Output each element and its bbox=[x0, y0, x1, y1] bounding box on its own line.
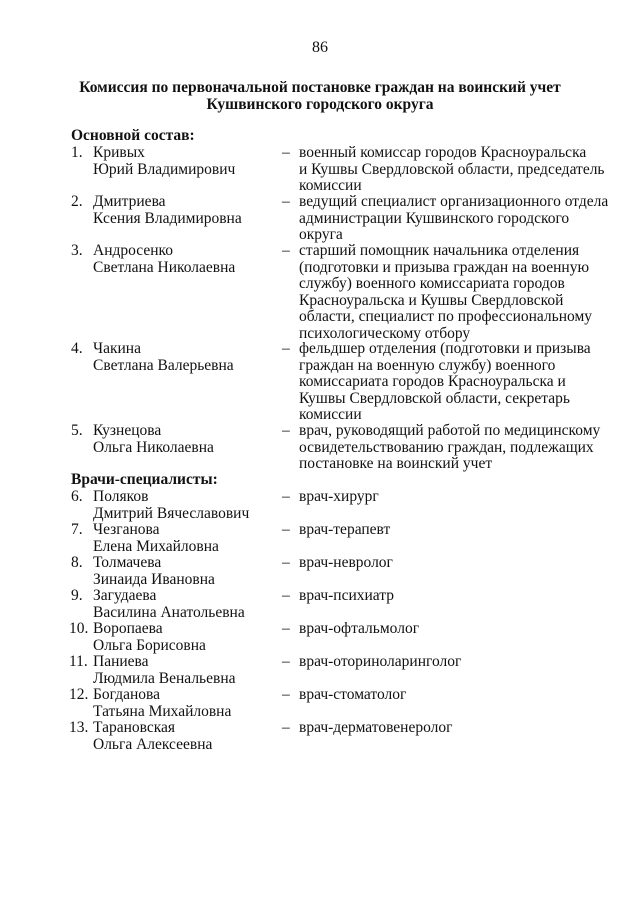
role-line: комиссии bbox=[299, 406, 362, 423]
doctor-surname: Толмачева bbox=[93, 554, 162, 571]
role-line: освидетельствованию граждан, подлежащих bbox=[299, 438, 594, 456]
doctor-surname: Богданова bbox=[93, 686, 161, 703]
entry-number: 8. bbox=[71, 554, 83, 571]
role-description: врач-терапевт bbox=[299, 521, 391, 538]
doctor-name bbox=[93, 720, 288, 753]
role-line: Красноуральска и Кушвы Свердловской bbox=[299, 291, 564, 309]
role-description: врач-хирург bbox=[299, 488, 379, 505]
role-line: администрации Кушвинского городского bbox=[299, 209, 570, 227]
role-line: ведущий специалист организационного отдела bbox=[299, 193, 609, 210]
entry-number: 5. bbox=[71, 422, 83, 439]
role-line: и Кушвы Свердловской области, председатель bbox=[299, 160, 605, 178]
doctor-surname: Поляков bbox=[93, 488, 149, 505]
role-line: психологическому отбору bbox=[299, 324, 471, 342]
role-dash: – bbox=[282, 653, 290, 670]
doctor-surname: Чезганова bbox=[93, 521, 160, 538]
role-line: врач, руководящий работой по медицинскому bbox=[299, 422, 601, 439]
role-dash: – bbox=[282, 144, 290, 161]
role-description bbox=[299, 243, 612, 342]
role-line: военный комиссар городов Красноуральска bbox=[299, 144, 587, 161]
role-line: (подготовки и призыва граждан на военную bbox=[299, 258, 590, 276]
role-description: врач-офтальмолог bbox=[299, 620, 420, 637]
member-given-name: Ольга Николаевна bbox=[93, 438, 214, 456]
entry-number: 11. bbox=[69, 653, 88, 670]
page-number: 86 bbox=[312, 39, 328, 56]
doctor-surname: Паниева bbox=[93, 653, 149, 670]
document-title bbox=[0, 79, 640, 113]
doctor-name bbox=[93, 621, 288, 654]
role-dash: – bbox=[282, 554, 290, 571]
role-dash: – bbox=[282, 193, 290, 210]
doctor-name bbox=[93, 588, 288, 621]
doctor-given-name: Татьяна Михайловна bbox=[93, 702, 232, 720]
role-dash: – bbox=[282, 686, 290, 703]
doctor-name bbox=[93, 489, 288, 522]
role-line: постановке на воинский учет bbox=[299, 455, 493, 472]
entry-number: 7. bbox=[71, 521, 83, 538]
section-heading-main: Основной состав: bbox=[71, 127, 195, 144]
member-name bbox=[93, 194, 288, 227]
doctor-given-name: Ольга Борисовна bbox=[93, 636, 206, 654]
role-dash: – bbox=[282, 340, 290, 357]
entry-number: 2. bbox=[71, 193, 83, 210]
entry-number: 3. bbox=[71, 242, 83, 259]
member-surname: Кузнецова bbox=[93, 422, 162, 439]
doctor-name bbox=[93, 522, 288, 555]
role-description: врач-психиатр bbox=[299, 587, 394, 604]
member-given-name: Светлана Николаевна bbox=[93, 258, 236, 276]
member-name bbox=[93, 145, 288, 178]
doctor-given-name: Людмила Венальевна bbox=[93, 669, 236, 687]
role-dash: – bbox=[282, 587, 290, 604]
entry-number: 9. bbox=[71, 587, 83, 604]
role-dash: – bbox=[282, 719, 290, 736]
role-dash: – bbox=[282, 242, 290, 259]
doctor-surname: Загудаева bbox=[93, 587, 157, 604]
role-description: врач-оториноларинголог bbox=[299, 653, 462, 670]
member-given-name: Ксения Владимировна bbox=[93, 209, 242, 227]
role-line: граждан на военную службу) военного bbox=[299, 356, 556, 374]
member-name bbox=[93, 243, 288, 276]
role-description bbox=[299, 341, 612, 424]
role-line: фельдшер отделения (подготовки и призыва bbox=[299, 340, 591, 357]
member-name bbox=[93, 423, 288, 456]
member-surname: Андросенко bbox=[93, 242, 173, 259]
section-heading-doctors: Врачи-специалисты: bbox=[71, 471, 218, 488]
entry-number: 13. bbox=[69, 719, 89, 736]
member-name bbox=[93, 341, 288, 374]
role-line: округа bbox=[299, 226, 343, 243]
doctor-surname: Тарановская bbox=[93, 719, 176, 736]
role-description: врач-дерматовенеролог bbox=[299, 719, 453, 736]
title-line-2: Кушвинского городского округа bbox=[206, 96, 434, 113]
role-line: области, специалист по профессиональному bbox=[299, 308, 593, 325]
doctor-name bbox=[93, 555, 288, 588]
doctor-name bbox=[93, 654, 288, 687]
role-description: врач-стоматолог bbox=[299, 686, 407, 703]
role-line: старший помощник начальника отделения bbox=[299, 242, 580, 259]
role-line: комиссариата городов Красноуральска и bbox=[299, 373, 566, 390]
doctor-given-name: Василина Анатольевна bbox=[93, 603, 245, 621]
role-description bbox=[299, 145, 612, 195]
role-dash: – bbox=[282, 422, 290, 439]
entry-number: 4. bbox=[71, 340, 83, 357]
role-line: службу) военного комиссариата городов bbox=[299, 275, 565, 292]
role-dash: – bbox=[282, 488, 290, 505]
entry-number: 12. bbox=[69, 686, 89, 703]
doctor-given-name: Зинаида Ивановна bbox=[93, 570, 215, 588]
role-description bbox=[299, 194, 612, 244]
role-description bbox=[299, 423, 612, 473]
doctor-surname: Воропаева bbox=[93, 620, 163, 637]
doctor-name bbox=[93, 687, 288, 720]
member-given-name: Юрий Владимирович bbox=[93, 160, 236, 178]
doctor-given-name: Дмитрий Вячеславович bbox=[93, 504, 250, 522]
role-line: комиссии bbox=[299, 177, 362, 194]
title-line-1: Комиссия по первоначальной постановке граждан на воинский учет bbox=[79, 79, 561, 96]
entry-number: 10. bbox=[69, 620, 89, 637]
doctor-given-name: Ольга Алексеевна bbox=[93, 735, 213, 753]
entry-number: 1. bbox=[71, 144, 83, 161]
member-surname: Чакина bbox=[93, 340, 141, 357]
role-description: врач-невролог bbox=[299, 554, 393, 571]
role-dash: – bbox=[282, 620, 290, 637]
member-surname: Кривых bbox=[93, 144, 145, 161]
doctor-given-name: Елена Михайловна bbox=[93, 537, 219, 555]
role-line: Кушвы Свердловской области, секретарь bbox=[299, 389, 570, 407]
member-surname: Дмитриева bbox=[93, 193, 166, 210]
role-dash: – bbox=[282, 521, 290, 538]
entry-number: 6. bbox=[71, 488, 83, 505]
member-given-name: Светлана Валерьевна bbox=[93, 356, 234, 374]
